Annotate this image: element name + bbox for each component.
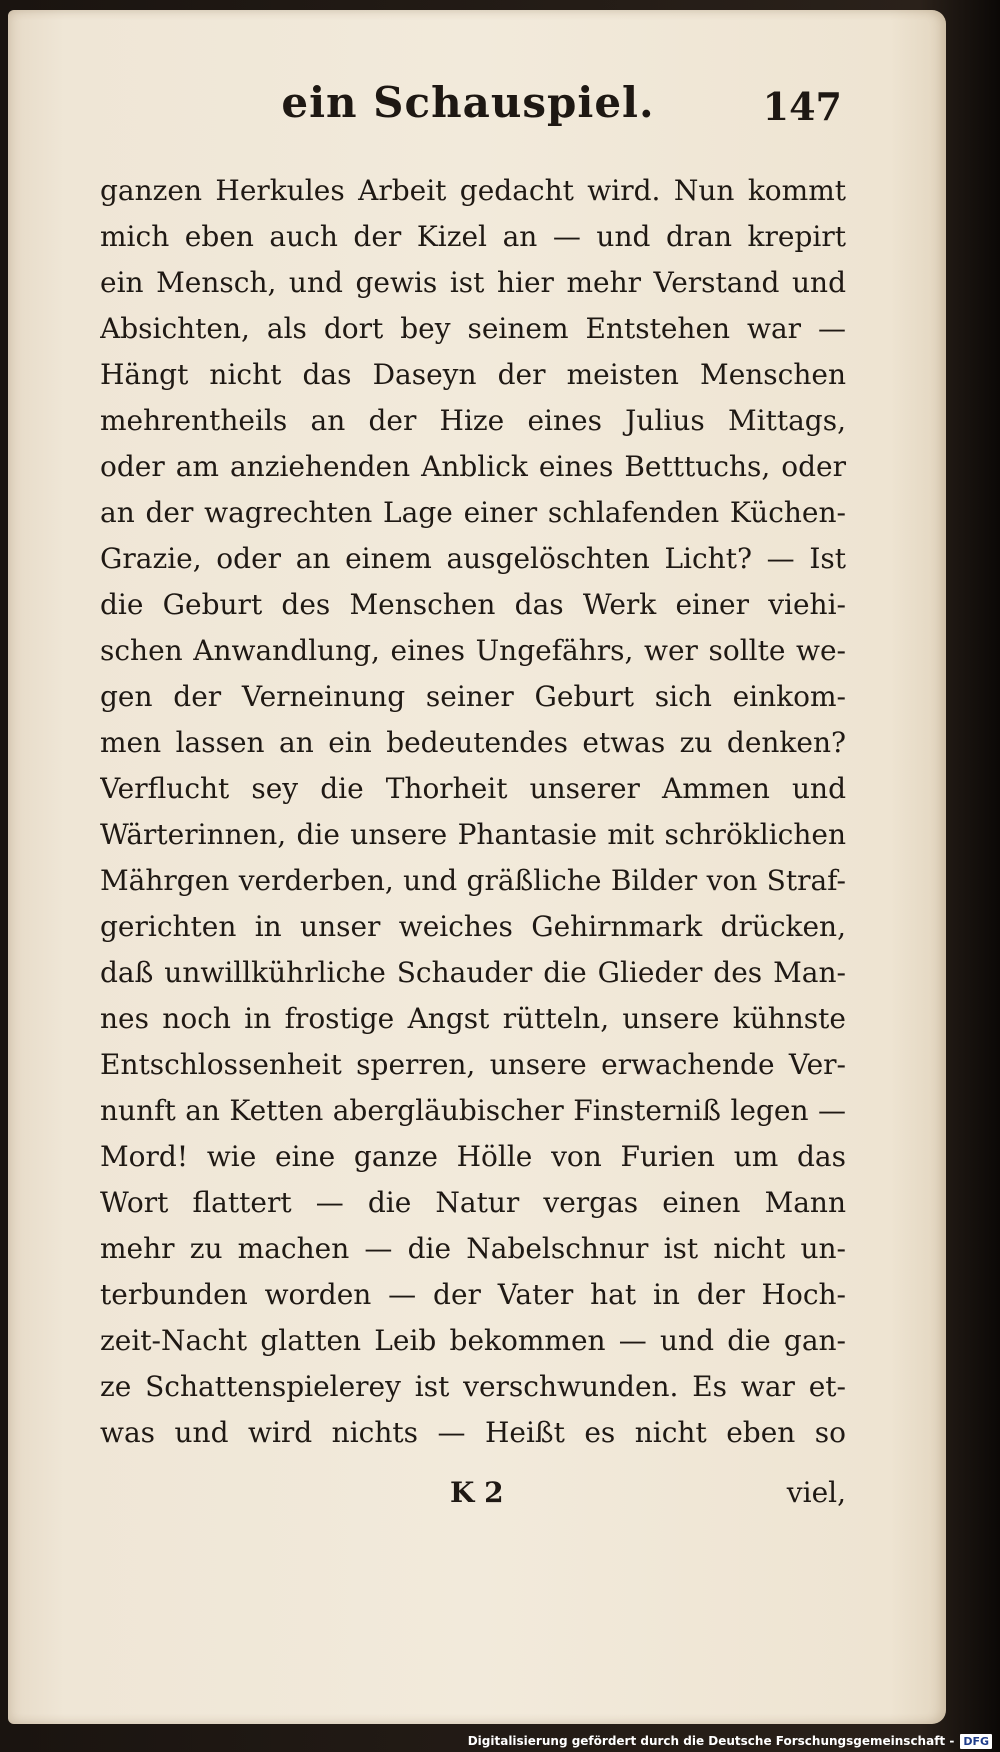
catchword: viel,	[786, 1476, 846, 1509]
page-number: 147	[762, 84, 842, 129]
text-line: nes noch in frostige Angst rütteln, unsere kühnste	[100, 1002, 846, 1035]
text-line: oder am anziehenden Anblick eines Betttuchs, oder	[100, 450, 846, 483]
page-footer	[100, 1470, 846, 1516]
text-line: Grazie, oder an einem ausgelöschten Licht? — Ist	[100, 542, 846, 575]
text-line: zeit-Nacht glatten Leib bekommen — und die gan-	[100, 1324, 846, 1357]
body-text	[100, 168, 846, 1456]
text-line: Hängt nicht das Daseyn der meisten Menschen	[100, 358, 846, 391]
text-line: Absichten, als dort bey seinem Entstehen war —	[100, 312, 846, 345]
text-line: men lassen an ein bedeutendes etwas zu denken?	[100, 726, 846, 759]
dfg-logo: DFG	[960, 1734, 992, 1749]
text-line: an der wagrechten Lage einer schlafenden Küchen-	[100, 496, 846, 529]
text-line: Mord! wie eine ganze Hölle von Furien um das	[100, 1140, 846, 1173]
text-line: schen Anwandlung, eines Ungefährs, wer sollte we-	[100, 634, 846, 667]
text-line: daß unwillkührliche Schauder die Glieder des Man-	[100, 956, 846, 989]
page-title: ein Schauspiel.	[281, 78, 655, 127]
text-line: terbunden worden — der Vater hat in der Hoch-	[100, 1278, 846, 1311]
text-line: nunft an Ketten abergläubischer Finsterniß legen —	[100, 1094, 846, 1127]
book-page	[8, 10, 946, 1724]
text-line: gen der Verneinung seiner Geburt sich einkom-	[100, 680, 846, 713]
text-line: mehr zu machen — die Nabelschnur ist nicht un-	[100, 1232, 846, 1265]
text-line: Entschlossenheit sperren, unsere erwachende Ver-	[100, 1048, 846, 1081]
signature-mark: K 2	[450, 1476, 504, 1509]
text-line: die Geburt des Menschen das Werk einer viehi-	[100, 588, 846, 621]
digitization-credit	[468, 1730, 992, 1752]
text-line: ze Schattenspielerey ist verschwunden. Es war et-	[100, 1370, 846, 1403]
text-line: Wärterinnen, die unsere Phantasie mit schröklichen	[100, 818, 846, 851]
text-line: ganzen Herkules Arbeit gedacht wird. Nun kommt	[100, 174, 846, 207]
text-line: mehrentheils an der Hize eines Julius Mittags,	[100, 404, 846, 437]
text-line: Wort flattert — die Natur vergas einen Mann	[100, 1186, 846, 1219]
text-line: Mährgen verderben, und gräßliche Bilder von Straf-	[100, 864, 846, 897]
text-line: gerichten in unser weiches Gehirnmark drücken,	[100, 910, 846, 943]
credit-text: Digitalisierung gefördert durch die Deutsche Forschungsgemeinschaft -	[467, 1734, 955, 1748]
text-line: Verflucht sey die Thorheit unserer Ammen und	[100, 772, 846, 805]
text-line: mich eben auch der Kizel an — und dran krepirt	[100, 220, 846, 253]
text-line: ein Mensch, und gewis ist hier mehr Verstand und	[100, 266, 846, 299]
running-head	[94, 78, 842, 148]
text-line: was und wird nichts — Heißt es nicht eben so	[100, 1416, 846, 1449]
